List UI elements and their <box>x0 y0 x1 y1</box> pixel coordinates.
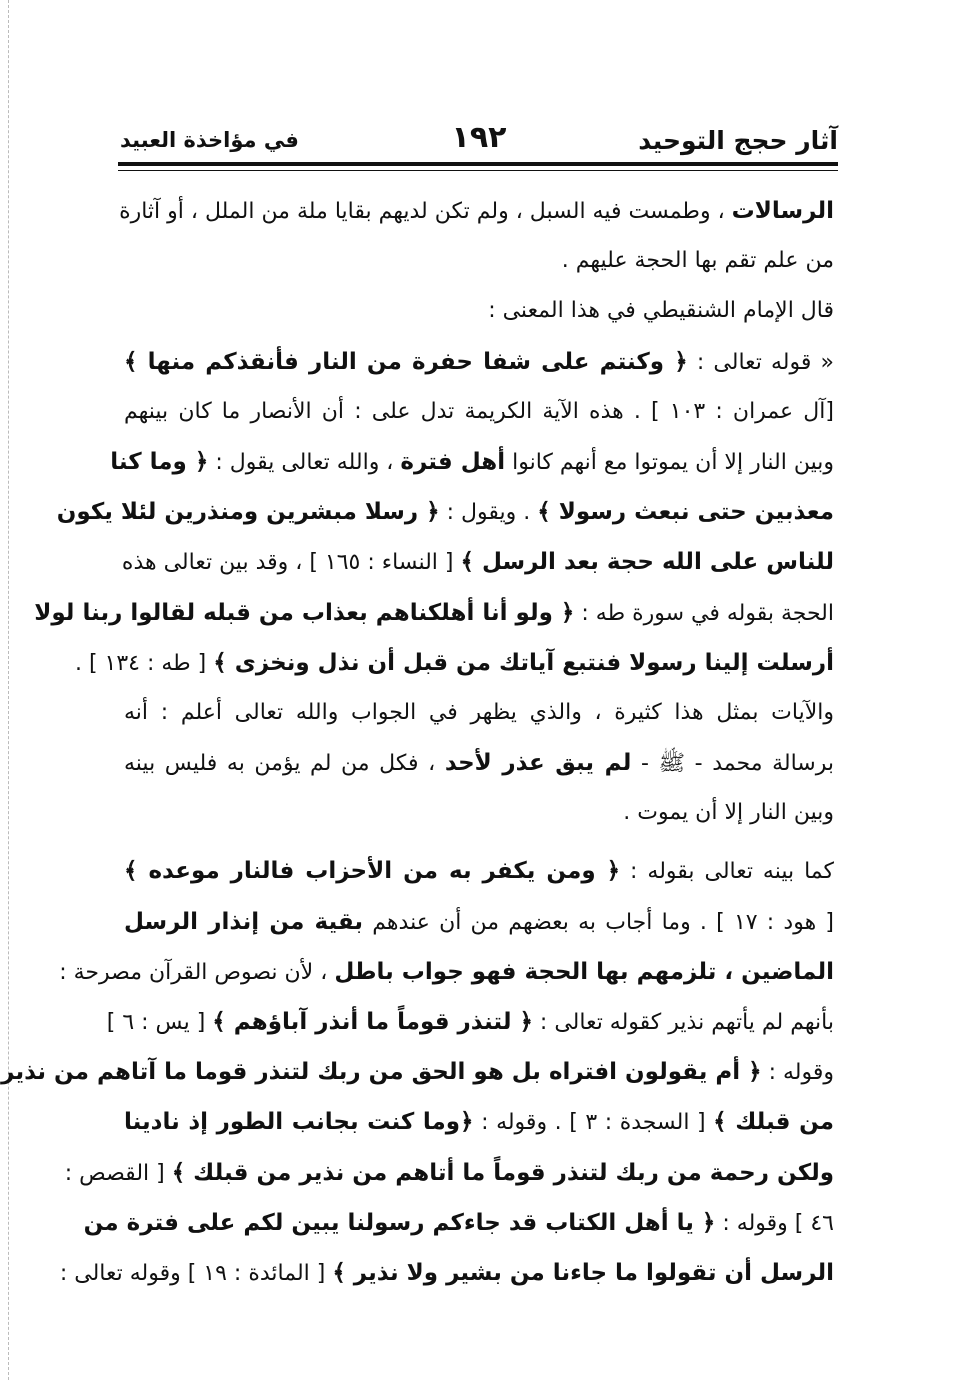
text-segment: [آل عمران : ١٠٣ ] . هذه الآية الكريمة تدل على : أن الأنصار ما كان بينهم <box>124 398 834 424</box>
bold-text: ﴿ يا أهل الكتاب قد جاءكم رسولنا يبين لكم على فترة من <box>83 1209 716 1236</box>
text-line <box>119 186 834 236</box>
bold-text: الرسل أن تقولوا ما جاءنا من بشير ولا نذير ﴾ <box>332 1259 834 1286</box>
text-segment: ، فكل من لم يؤمن به فليس بينه <box>124 751 445 777</box>
text-segment: . ويقول : <box>439 500 538 526</box>
scan-edge <box>8 0 10 1380</box>
text-line <box>59 947 834 997</box>
text-segment: كما بينه تعالى بقوله : <box>620 859 834 885</box>
text-segment: [ المائدة : ١٩ ] وقوله تعالى : <box>59 1260 333 1286</box>
bold-text: أرسلت إلينا رسولا فنتبع آياتك من قبل أن نذل ونخزى ﴾ <box>213 649 834 676</box>
bold-text: ﴿وما كنت بجانب الطور إذ نادينا <box>124 1109 474 1136</box>
bold-text: ولكن رحمة من ربك لتنذر قوماً ما أتاهم من نذير من قبلك ﴾ <box>171 1159 834 1186</box>
text-line <box>74 638 834 688</box>
text-segment: [ يس : ٦ ] <box>106 1010 213 1035</box>
text-segment: ٤٦ ] وقوله : <box>715 1210 834 1236</box>
text-line <box>124 846 834 896</box>
bold-text: ﴿ ولو أنا أهلكناهم بعذاب من قبله لقالوا ربنا لولا <box>34 599 575 626</box>
text-line <box>1 1047 834 1097</box>
bold-text: للناس على الله حجة بعد الرسل ﴾ <box>460 549 834 576</box>
bold-text: ﴿ لتنذر قوماً ما أنذر آباؤهم ﴾ <box>212 1009 533 1035</box>
text-line <box>83 1198 834 1248</box>
text-line <box>124 286 834 336</box>
paragraph-gap <box>124 838 834 846</box>
text-segment: [ السجدة : ٣ ] . وقوله : <box>473 1110 714 1136</box>
body-text <box>1 186 835 1298</box>
text-line <box>124 337 834 387</box>
text-segment: برسالة محمد - ﷺ - <box>631 751 834 777</box>
text-segment: ، والله تعالى يقول : <box>208 449 401 475</box>
text-line <box>124 1097 834 1147</box>
text-segment: [ هود : ١٧ ] . وما أجاب به بعضهم من أن عندهم <box>363 909 834 935</box>
text-line <box>64 1148 834 1198</box>
bold-text: لم يبق عذر لأحد <box>444 750 632 777</box>
text-segment: من علم تقم بها الحجة عليهم . <box>561 248 834 274</box>
bold-text: أهل فترة <box>400 448 506 475</box>
bold-text: ﴿ وما كنا <box>110 448 209 475</box>
page-header <box>120 118 838 158</box>
text-segment: [ النساء : ١٦٥ ] ، وقد بين تعالى هذه <box>121 550 461 576</box>
text-segment: « قوله تعالى : <box>687 349 834 375</box>
text-line <box>124 236 834 286</box>
bold-text: الماضين ، تلزمهم بها الحجة فهو جواب باطل <box>334 958 834 985</box>
text-segment: وقوله : <box>761 1060 834 1086</box>
text-line <box>121 537 834 587</box>
text-line <box>124 897 834 947</box>
text-line <box>124 387 834 437</box>
bold-text: الرسالات <box>731 198 834 224</box>
header-rule-thin <box>118 170 838 171</box>
text-segment: [ طه : ١٣٤ ] . <box>74 650 214 676</box>
text-line <box>106 997 834 1047</box>
bold-text: معذبين حتى نبعث رسولا ﴾ <box>537 499 834 526</box>
chapter-title: في مؤاخذة العبيد <box>120 128 299 152</box>
bold-text: ﴿ ومن يكفر به من الأحزاب فالنار موعده ﴾ <box>124 858 621 885</box>
bold-text: بقية من إنذار الرسل <box>124 908 364 935</box>
text-line <box>124 788 834 838</box>
header-rule-thick <box>118 162 838 166</box>
text-segment: وبين النار إلا أن يموت . <box>623 800 834 826</box>
page-number: ١٩٢ <box>451 120 507 155</box>
bold-text: ﴿ رسلا مبشرين ومنذرين لئلا يكون <box>56 499 440 526</box>
text-line <box>59 1248 834 1298</box>
bold-text: من قبلك ﴾ <box>713 1109 835 1136</box>
text-line <box>34 588 834 638</box>
text-segment: [ القصص : <box>64 1160 172 1186</box>
bold-text: ﴿ أم يقولون افتراه بل هو الحق من ربك لتنذر قوما ما آتاهم من نذير <box>1 1059 762 1086</box>
text-line <box>110 437 834 487</box>
text-segment: ، وطمست فيه السبل ، ولم تكن لديهم بقايا ملة من الملل ، أو آثارة <box>119 199 732 224</box>
text-line <box>124 738 834 788</box>
text-segment: قال الإمام الشنقيطي في هذا المعنى : <box>488 298 834 324</box>
text-segment: بأنهم لم يأتهم نذير كقوله تعالى : <box>532 1010 834 1035</box>
text-line <box>124 688 834 738</box>
text-segment: الحجة بقوله في سورة طه : <box>574 600 834 626</box>
text-line <box>56 487 834 537</box>
text-segment: ، لأن نصوص القرآن مصرحة : <box>59 959 335 985</box>
text-segment: وبين النار إلا أن يموتوا مع أنهم كانوا <box>505 449 834 475</box>
text-segment: والآيات بمثل هذا كثيرة ، والذي يظهر في الجواب والله تعالى أعلم : أنه <box>124 699 834 725</box>
bold-text: ﴿ وكنتم على شفا حفرة من النار فأنقذكم منها ﴾ <box>124 348 688 375</box>
book-title: آثار حجج التوحيد <box>638 126 838 155</box>
